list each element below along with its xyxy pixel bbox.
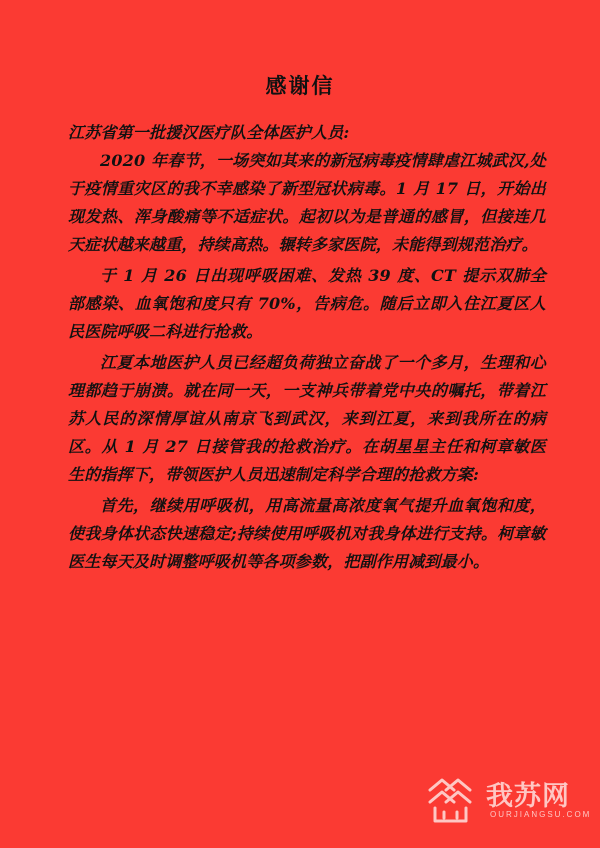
ourjiangsu-watermark	[422, 770, 592, 832]
letter-title: 感谢信	[265, 73, 335, 98]
watermark-url: OURJIANGSU.COM	[490, 810, 592, 819]
ourjiangsu-logo-icon	[422, 772, 480, 826]
letter-paragraph-4: 首先，继续用呼吸机，用高流量高浓度氧气提升血氧饱和度，使我身体状态快速稳定;持续使用呼吸机对我身体进行支持。柯章敏医生每天及时调整呼吸机等各项参数，把副作用减到最小。	[68, 496, 546, 571]
letter-paragraph-2: 于 1 月 26 日出现呼吸困难、发热 39 度、CT 提示双肺全部感染、血氧饱和度只有 70%，告病危。随后立即入住江夏区人民医院呼吸二科进行抢救。	[68, 266, 546, 341]
letter-paragraph-3: 江夏本地医护人员已经超负荷独立奋战了一个多月，生理和心理都趋于崩溃。就在同一天，一支神兵带着党中央的嘱托，带着江苏人民的深情厚谊从南京飞到武汉，来到江夏，来到我所在的病区。从 1 月 27 日接管我的抢救治疗。在胡星星主任和柯章敏医生的指挥下，带领医护人员迅速制定科学合理的抢救方案:	[68, 353, 546, 484]
letter-body	[68, 119, 546, 576]
watermark-brand: 我苏网	[486, 781, 570, 811]
letter-paragraph-1: 2020 年春节，一场突如其来的新冠病毒疫情肆虐江城武汉,处于疫情重灾区的我不幸感染了新型冠状病毒。1 月 17 日，开始出现发热、浑身酸痛等不适症状。起初以为是普通的感冒，但接连几天症状越来越重，持续高热。辗转多家医院，未能得到规范治疗。	[68, 151, 546, 254]
letter-salutation: 江苏省第一批援汉医疗队全体医护人员:	[68, 123, 350, 142]
